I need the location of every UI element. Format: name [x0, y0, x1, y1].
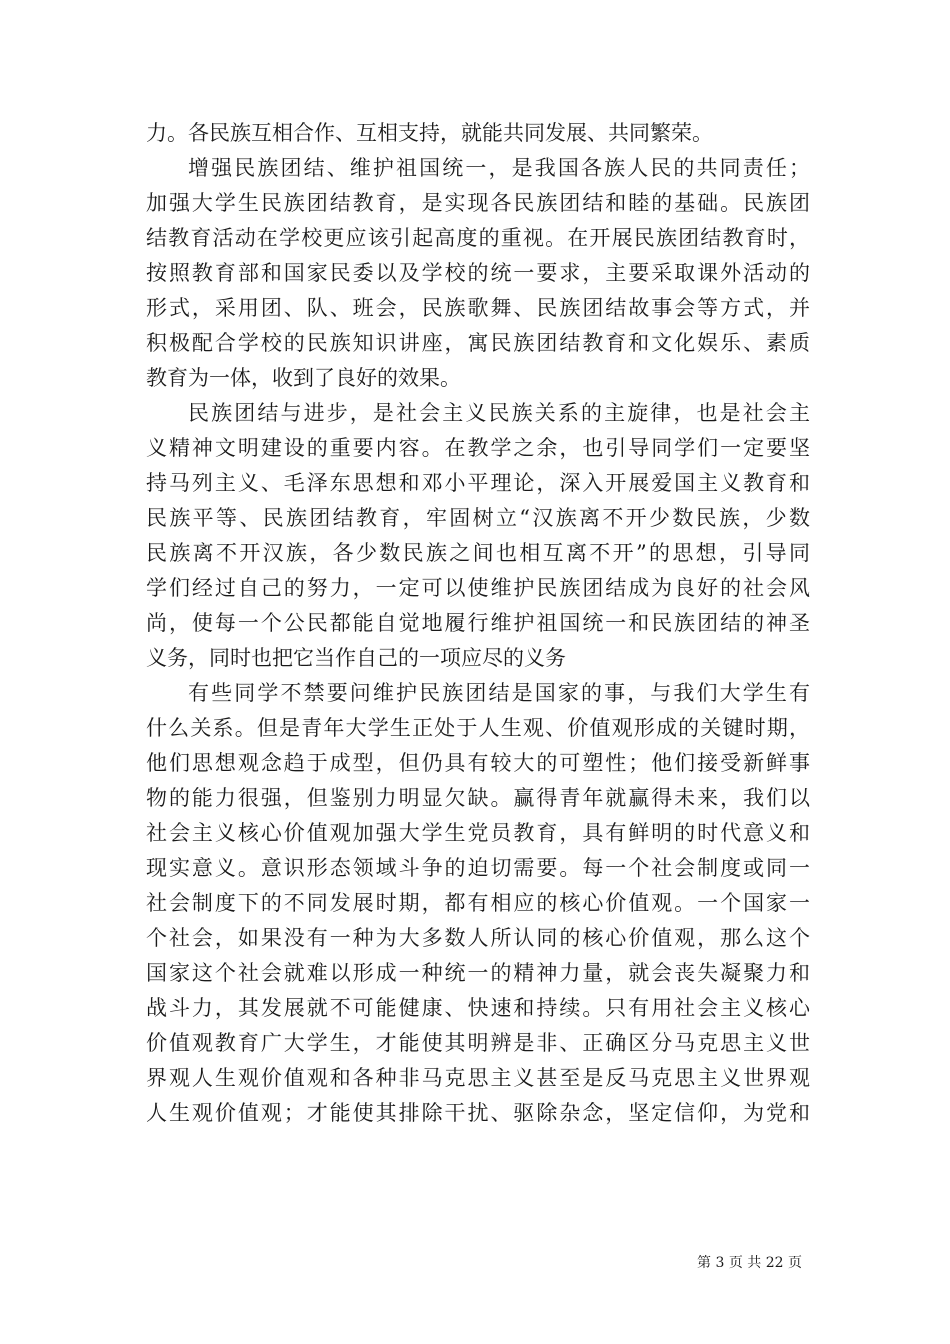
body-text	[146, 116, 810, 1131]
text-line: 有些同学不禁要问维护民族团结是国家的事，与我们大学生有	[188, 681, 810, 705]
text-line: 增强民族团结、维护祖国统一，是我国各族人民的共同责任；	[188, 156, 810, 180]
text-line: 义务，同时也把它当作自己的一项应尽的义务	[146, 646, 566, 670]
text-line: 形式，采用团、队、班会，民族歌舞、民族团结故事会等方式，并	[146, 296, 810, 320]
text-line: 力。各民族互相合作、互相支持，就能共同发展、共同繁荣。	[146, 121, 713, 145]
text-line: 加强大学生民族团结教育，是实现各民族团结和睦的基础。民族团	[146, 191, 810, 215]
text-line: 他们思想观念趋于成型，但仍具有较大的可塑性；他们接受新鲜事	[146, 751, 810, 775]
text-line: 什么关系。但是青年大学生正处于人生观、价值观形成的关键时期，	[146, 716, 810, 740]
text-line: 民族团结与进步，是社会主义民族关系的主旋律，也是社会主	[188, 401, 810, 425]
text-line: 个社会，如果没有一种为大多数人所认同的核心价值观，那么这个	[146, 926, 810, 950]
text-line: 现实意义。意识形态领域斗争的迫切需要。每一个社会制度或同一	[146, 856, 810, 880]
text-line: 积极配合学校的民族知识讲座，寓民族团结教育和文化娱乐、素质	[146, 331, 810, 355]
page-number-footer: 第 3 页 共 22 页	[697, 1255, 802, 1271]
text-line: 战斗力，其发展就不可能健康、快速和持续。只有用社会主义核心	[146, 996, 810, 1020]
text-line: 价值观教育广大学生，才能使其明辨是非、正确区分马克思主义世	[146, 1031, 810, 1055]
text-line: 社会主义核心价值观加强大学生党员教育，具有鲜明的时代意义和	[146, 821, 810, 845]
text-line: 国家这个社会就难以形成一种统一的精神力量，就会丧失凝聚力和	[146, 961, 810, 985]
text-line: 持马列主义、毛泽东思想和邓小平理论，深入开展爱国主义教育和	[146, 471, 810, 495]
text-line: 按照教育部和国家民委以及学校的统一要求，主要采取课外活动的	[146, 261, 810, 285]
text-line: 人生观价值观；才能使其排除干扰、驱除杂念，坚定信仰，为党和	[146, 1101, 810, 1125]
text-line: 结教育活动在学校更应该引起高度的重视。在开展民族团结教育时，	[146, 226, 810, 250]
text-line: 义精神文明建设的重要内容。在教学之余，也引导同学们一定要坚	[146, 436, 810, 460]
text-line: 民族平等、民族团结教育，牢固树立“汉族离不开少数民族，少数	[146, 506, 810, 530]
text-line: 尚，使每一个公民都能自觉地履行维护祖国统一和民族团结的神圣	[146, 611, 810, 635]
text-line: 学们经过自己的努力，一定可以使维护民族团结成为良好的社会风	[146, 576, 810, 600]
text-line: 物的能力很强，但鉴别力明显欠缺。赢得青年就赢得未来，我们以	[146, 786, 810, 810]
text-line: 教育为一体，收到了良好的效果。	[146, 366, 461, 390]
text-line: 民族离不开汉族，各少数民族之间也相互离不开”的思想，引导同	[146, 541, 810, 565]
text-line: 社会制度下的不同发展时期，都有相应的核心价值观。一个国家一	[146, 891, 810, 915]
text-line: 界观人生观价值观和各种非马克思主义甚至是反马克思主义世界观	[146, 1066, 810, 1090]
